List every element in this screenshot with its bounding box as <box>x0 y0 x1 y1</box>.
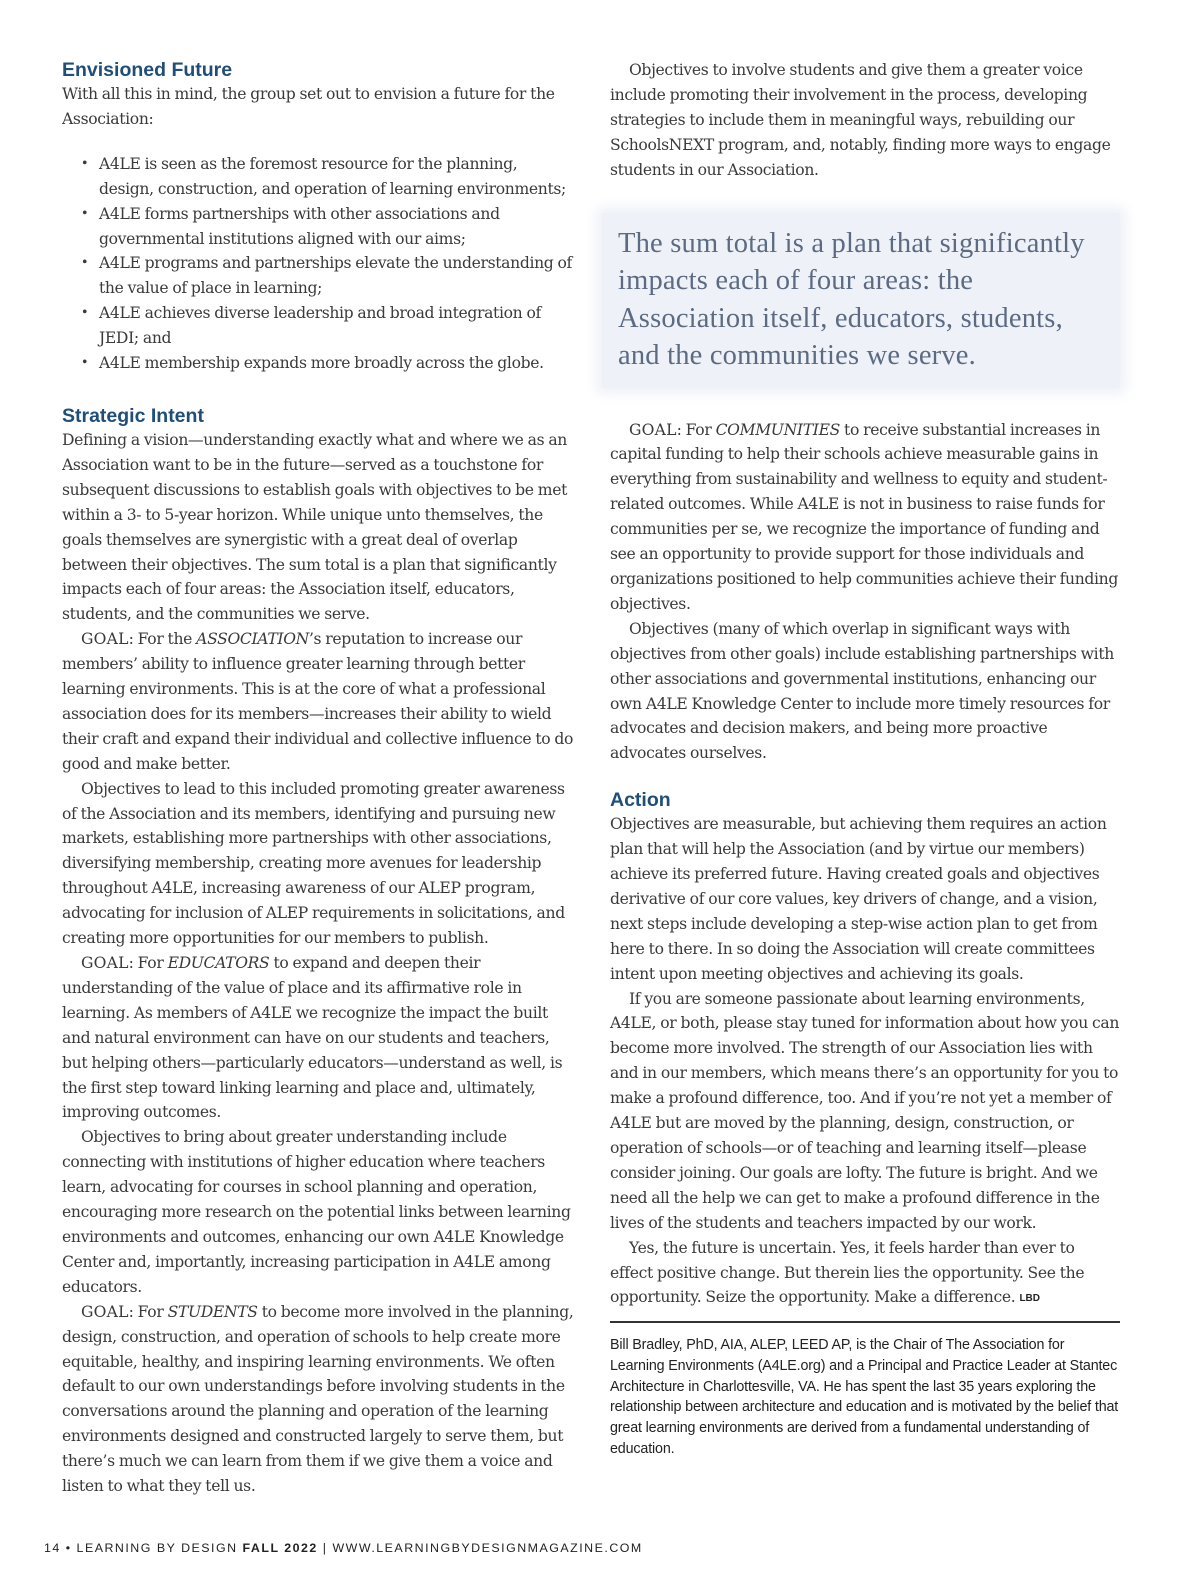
right-column <box>610 58 1120 1460</box>
action-paragraph: Objectives are measurable, but achieving them requires an action plan that will help the Association (and by virtue our members) achieve its preferred future. Having created goals and objectives derivative of our core values, key drivers of change, and a vision, next steps include developing a step-wise action plan to get from here to there. In so doing the Association will create committees intent upon meeting objectives and achieving its goals. <box>610 815 1107 983</box>
goal-target: EDUCATORS <box>167 954 270 972</box>
issue-label: FALL 2022 <box>242 1541 318 1555</box>
magazine-name: LEARNING BY DESIGN <box>76 1541 238 1555</box>
author-bio: Bill Bradley, PhD, AIA, ALEP, LEED AP, is the Chair of The Association for Learning Environments (A4LE.org) and a Principal and Practice Leader at Stantec Architecture in Charlottesville, VA. He has spent the last 35 years exploring the relationship between architecture and education and is motivated by the belief that great learning environments are derived from a fundamental understanding of education. <box>610 1337 1119 1457</box>
goal-label: GOAL <box>81 1302 129 1321</box>
lbd-end-mark: LBD <box>1019 1293 1041 1305</box>
page-footer: 14 • LEARNING BY DESIGN FALL 2022 | WWW.LEARNINGBYDESIGNMAGAZINE.COM <box>44 1541 643 1555</box>
list-item: • A4LE is seen as the foremost resource for the planning, design, construction, and operation of learning environments; <box>82 154 566 198</box>
magazine-url: WWW.LEARNINGBYDESIGNMAGAZINE.COM <box>332 1541 643 1555</box>
list-item: • A4LE forms partnerships with other associations and governmental institutions aligned with our aims; <box>82 204 500 248</box>
objectives-communities-paragraph: Objectives (many of which overlap in significant ways with objectives from other goals) include establishing partnerships with other associations and governmental institutions, enhancing our own A4LE Knowledge Center to include more timely resources for advocates and decision makers, and being more proactive advocates ourselves. <box>610 619 1114 763</box>
section-heading-envisioned-future: Envisioned Future <box>62 59 233 81</box>
goal-label: GOAL <box>81 954 129 972</box>
pull-quote: The sum total is a plan that significantly impacts each of four areas: the Association itself, educators, students, and the communities we serve. <box>602 213 1120 388</box>
section-heading-strategic-intent: Strategic Intent <box>62 404 204 427</box>
list-item: • A4LE programs and partnerships elevate the understanding of the value of place in learning; <box>82 254 572 298</box>
section-heading-action: Action <box>610 789 671 812</box>
list-item: • A4LE achieves diverse leadership and broad integration of JEDI; and <box>82 304 541 348</box>
goal-target: COMMUNITIES <box>715 420 840 439</box>
goal-target: STUDENTS <box>167 1302 258 1321</box>
strategic-intent-paragraph: Defining a vision—understanding exactly what and where we as an Association want to be in the future—served as a touchstone for subsequent discussions to establish goals with objectives to be met within a 3- to 5-year horizon. While unique unto themselves, the goals themselves are synergistic with a great deal of overlap between their objectives. The sum total is a plan that significantly impacts each of four areas: the Association itself, educators, students, and the communities we serve. <box>62 430 568 624</box>
bio-divider <box>610 1321 1120 1323</box>
goal-label: GOAL <box>81 630 129 649</box>
objectives-educators-paragraph: Objectives to bring about greater understanding include connecting with institutions of higher education where teachers learn, advocating for courses in school planning and operation, encouraging more research on the potential links between learning environments and outcomes, enhancing our own A4LE Knowledge Center and, importantly, increasing participation in A4LE among educators. <box>62 1128 571 1296</box>
page-number: 14 <box>44 1541 61 1555</box>
goal-label: GOAL <box>629 420 677 439</box>
vision-bullet-list <box>62 152 574 376</box>
goal-association-paragraph: GOAL: For the ASSOCIATION’s reputation to increase our members’ ability to influence greater learning through better learning environments. This is at the core of what a professional association does for its members—increases their ability to wield their craft and expand their individual and collective influence to do good and make better. <box>62 630 574 773</box>
action-invitation-paragraph: If you are someone passionate about learning environments, A4LE, or both, please stay tuned for information about how you can become more involved. The strength of our Association lies with and in our members, which means there’s an opportunity for you to make a profound difference, too. And if you’re not yet a member of A4LE but are moved by the planning, design, construction, or operation of schools—or of teaching and learning itself—please consider joining. Our goals are lofty. The future is bright. And we need all the help we can get to make a profound difference in the lives of the students and teachers impacted by our work. <box>610 989 1120 1232</box>
envisioned-intro: With all this in mind, the group set out to envision a future for the Association: <box>62 85 555 128</box>
goal-communities-paragraph: GOAL: For COMMUNITIES to receive substantial increases in capital funding to help their schools achieve measurable gains in everything from sustainability and wellness to equity and student-related outcomes. While A4LE is not in business to raise funds for communities per se, we recognize the importance of funding and see an opportunity to provide support for those individuals and organizations positioned to help communities achieve their funding objectives. <box>610 420 1119 613</box>
action-closing-paragraph: Yes, the future is uncertain. Yes, it feels harder than ever to effect positive change. But therein lies the opportunity. See the opportunity. Seize the opportunity. Make a difference. LBD <box>610 1238 1085 1307</box>
goal-educators-paragraph: GOAL: For EDUCATORS to expand and deepen their understanding of the value of place and its affirmative role in learning. As members of A4LE we recognize the impact the built and natural environment can have on our students and teachers, but helping others—particularly educators—understand as well, is the first step toward linking learning and place and, ultimately, improving outcomes. <box>62 954 563 1122</box>
objectives-association-paragraph: Objectives to lead to this included promoting greater awareness of the Association and its members, identifying and pursuing new markets, establishing more partnerships with other associations, diversifying membership, creating more avenues for leadership throughout A4LE, increasing awareness of our ALEP program, advocating for inclusion of ALEP requirements in solicitations, and creating more opportunities for our members to publish. <box>62 779 565 948</box>
left-column <box>62 58 574 1499</box>
goal-target: ASSOCIATION <box>196 630 309 649</box>
objectives-students-paragraph: Objectives to involve students and give them a greater voice include promoting their involvement in the process, developing strategies to include them in meaningful ways, rebuilding our SchoolsNEXT program, and, notably, finding more ways to engage students in our Association. <box>610 61 1111 179</box>
list-item: • A4LE membership expands more broadly across the globe. <box>82 354 544 373</box>
goal-students-paragraph: GOAL: For STUDENTS to become more involved in the planning, design, construction, and operation of schools to help create more equitable, healthy, and inspiring learning environments. We often default to our own understandings before involving students in the conversations around the planning and operation of the learning environments designed and constructed largely to serve them, but there’s much we can learn from them if we give them a voice and listen to what they tell us. <box>62 1302 574 1496</box>
